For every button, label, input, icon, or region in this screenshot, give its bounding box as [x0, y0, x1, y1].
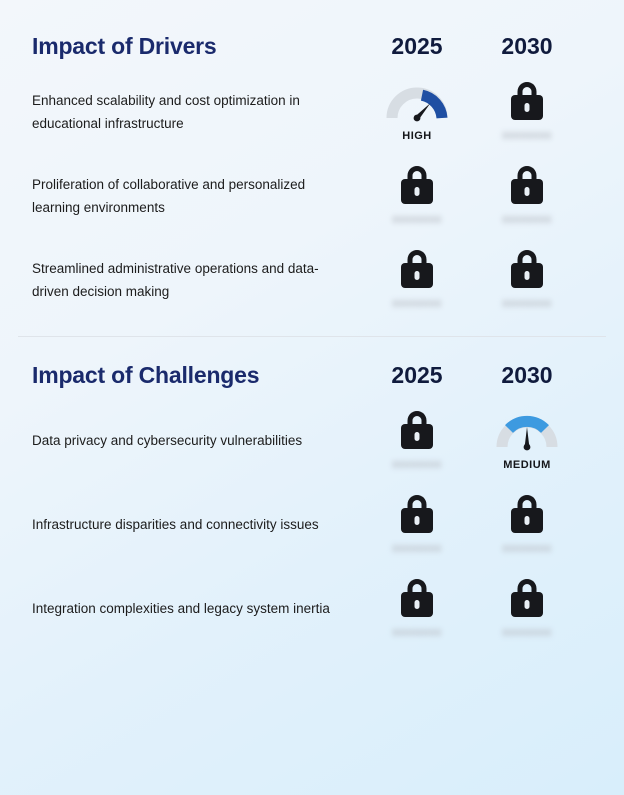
- row-label: Proliferation of collaborative and personalized learning environments: [32, 176, 306, 215]
- locked-value: 00000000: [392, 544, 442, 555]
- table-row: [32, 238, 606, 322]
- cell-2025[interactable]: [362, 567, 472, 651]
- table-row: [32, 483, 606, 567]
- locked-value: 00000000: [502, 544, 552, 555]
- section-challenges: [0, 337, 624, 651]
- table-row: [32, 154, 606, 238]
- lock-icon: [400, 579, 434, 619]
- locked-value: 00000000: [392, 299, 442, 310]
- locked-value: 00000000: [392, 460, 442, 471]
- table-row: [32, 567, 606, 651]
- table-row: [32, 399, 606, 483]
- section-header: [32, 351, 606, 399]
- lock-icon: [400, 495, 434, 535]
- locked-value: 00000000: [502, 628, 552, 639]
- cell-2030[interactable]: [472, 238, 582, 322]
- cell-2030[interactable]: [472, 154, 582, 238]
- locked-value: 00000000: [392, 215, 442, 226]
- cell-2030[interactable]: [472, 483, 582, 567]
- lock-icon: [510, 250, 544, 290]
- lock-icon: [400, 250, 434, 290]
- lock-icon: [510, 579, 544, 619]
- locked-value: 00000000: [502, 215, 552, 226]
- locked-value: 00000000: [502, 131, 552, 142]
- column-header-2030: 2030: [501, 32, 553, 59]
- lock-icon: [400, 166, 434, 206]
- column-header-2025: 2025: [391, 32, 443, 59]
- row-label: Streamlined administrative operations and data-driven decision making: [32, 260, 319, 299]
- gauge-icon: [386, 82, 448, 122]
- cell-2025[interactable]: [362, 70, 472, 154]
- lock-icon: [510, 82, 544, 122]
- column-header-2025: 2025: [391, 361, 443, 388]
- locked-value: 00000000: [502, 299, 552, 310]
- row-label: Enhanced scalability and cost optimization in educational infrastructure: [32, 92, 300, 131]
- cell-2030[interactable]: [472, 70, 582, 154]
- locked-value: 00000000: [392, 628, 442, 639]
- row-label: Data privacy and cybersecurity vulnerabilities: [32, 433, 303, 449]
- section-title: Impact of Challenges: [32, 361, 260, 388]
- section-title: Impact of Drivers: [32, 32, 217, 59]
- cell-2030[interactable]: [472, 567, 582, 651]
- section-drivers: [0, 0, 624, 322]
- lock-icon: [400, 411, 434, 451]
- cell-2025[interactable]: [362, 399, 472, 483]
- cell-2025[interactable]: [362, 238, 472, 322]
- lock-icon: [510, 166, 544, 206]
- lock-icon: [510, 495, 544, 535]
- gauge-icon: [496, 411, 558, 451]
- cell-2030[interactable]: [472, 399, 582, 483]
- gauge-value: HIGH: [402, 130, 432, 142]
- cell-2025[interactable]: [362, 154, 472, 238]
- gauge-value: MEDIUM: [503, 459, 551, 471]
- row-label: Infrastructure disparities and connectivity issues: [32, 517, 319, 533]
- column-header-2030: 2030: [501, 361, 553, 388]
- table-row: [32, 70, 606, 154]
- cell-2025[interactable]: [362, 483, 472, 567]
- row-label: Integration complexities and legacy system inertia: [32, 601, 330, 617]
- section-header: [32, 22, 606, 70]
